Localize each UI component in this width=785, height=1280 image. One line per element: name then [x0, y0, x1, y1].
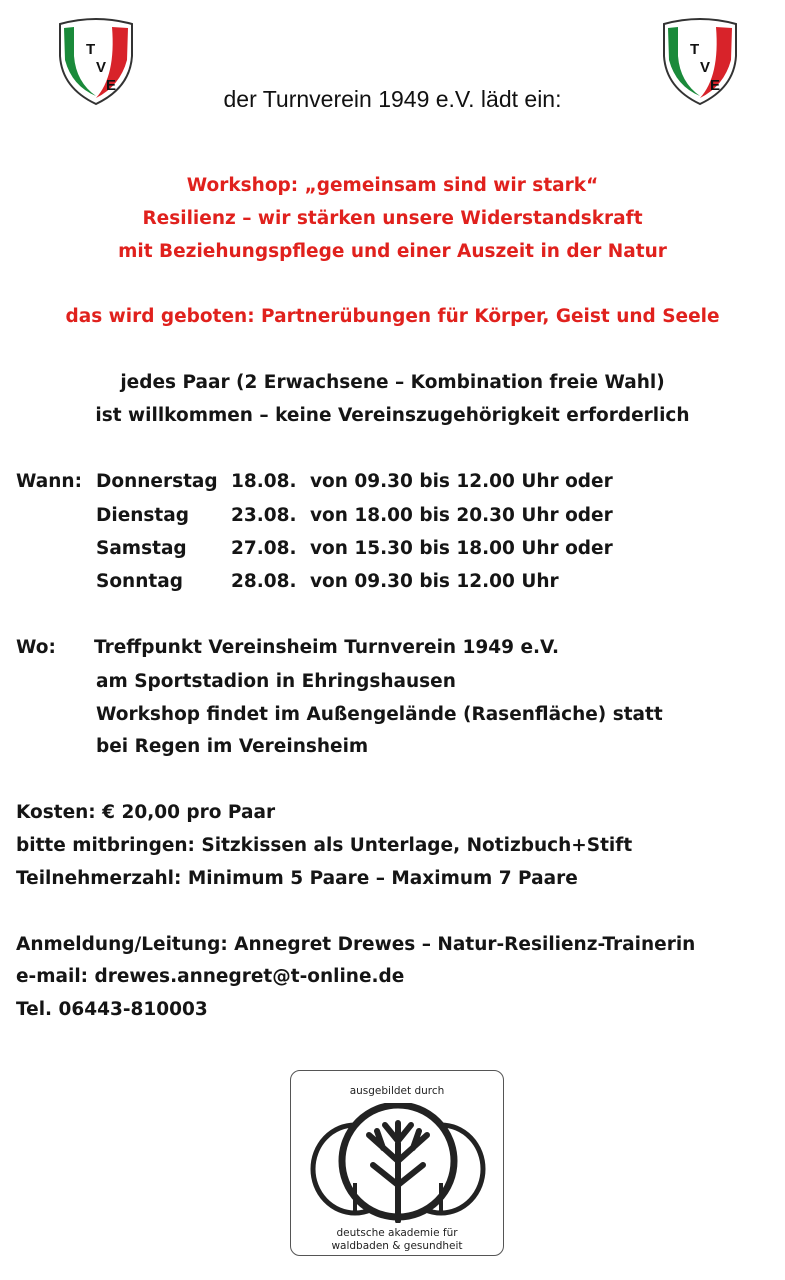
when-day-2: Dienstag — [96, 505, 189, 526]
invite-line-2: ist willkommen – keine Vereinszugehörigkeit erforderlich — [95, 405, 690, 426]
badge-top-text: ausgebildet durch — [349, 1085, 445, 1097]
when-day-1: Donnerstag — [96, 471, 218, 492]
badge-bottom-line-1: deutsche akademie für — [336, 1227, 458, 1239]
crest-letter-t: T — [690, 41, 700, 58]
phone-line: Tel. 06443-810003 — [16, 999, 208, 1020]
academy-badge — [290, 1070, 504, 1256]
workshop-title: Workshop: „gemeinsam sind wir stark“ — [186, 175, 599, 196]
where-line-3: Workshop findet im Außengelände (Rasenfläche) statt — [96, 704, 663, 725]
resilience-subtitle: Resilienz – wir stärken unsere Widerstandskraft — [142, 208, 643, 229]
crest-letter-v: V — [700, 59, 711, 76]
when-date-3: 27.08. — [231, 538, 297, 559]
invite-line-1: jedes Paar (2 Erwachsene – Kombination freie Wahl) — [120, 372, 665, 393]
when-date-2: 23.08. — [231, 505, 297, 526]
where-line-2: am Sportstadion in Ehringshausen — [96, 671, 456, 692]
crest-letter-e: E — [106, 77, 117, 94]
when-label: Wann: — [16, 471, 82, 492]
where-label: Wo: — [16, 637, 56, 658]
when-date-1: 18.08. — [231, 471, 297, 492]
bring-line: bitte mitbringen: Sitzkissen als Unterlage, Notizbuch+Stift — [16, 835, 633, 856]
when-day-3: Samstag — [96, 538, 187, 559]
crest-letter-t: T — [86, 41, 96, 58]
when-time-1: von 09.30 bis 12.00 Uhr oder — [310, 471, 613, 492]
page-title: der Turnverein 1949 e.V. lädt ein: — [223, 86, 562, 112]
when-time-3: von 15.30 bis 18.00 Uhr oder — [310, 538, 613, 559]
email-link[interactable]: e-mail: drewes.annegret@t-online.de — [16, 966, 405, 987]
participants-line: Teilnehmerzahl: Minimum 5 Paare – Maximum 7 Paare — [16, 868, 578, 889]
where-line-1: Treffpunkt Vereinsheim Turnverein 1949 e.V. — [94, 637, 559, 658]
when-day-4: Sonntag — [96, 571, 183, 592]
trees-icon — [303, 1103, 493, 1223]
cost-line: Kosten: € 20,00 pro Paar — [16, 802, 276, 823]
where-line-4: bei Regen im Vereinsheim — [96, 736, 369, 757]
when-time-2: von 18.00 bis 20.30 Uhr oder — [310, 505, 613, 526]
when-time-4: von 09.30 bis 12.00 Uhr — [310, 571, 559, 592]
crest-letter-v: V — [96, 59, 107, 76]
registration-line: Anmeldung/Leitung: Annegret Drewes – Natur-Resilienz-Trainerin — [16, 934, 696, 955]
offer-line: das wird geboten: Partnerübungen für Körper, Geist und Seele — [65, 306, 720, 327]
badge-bottom-line-2: waldbaden & gesundheit — [331, 1240, 463, 1252]
crest-letter-e: E — [710, 77, 721, 94]
nature-subtitle: mit Beziehungspflege und einer Auszeit in der Natur — [118, 241, 667, 262]
when-date-4: 28.08. — [231, 571, 297, 592]
